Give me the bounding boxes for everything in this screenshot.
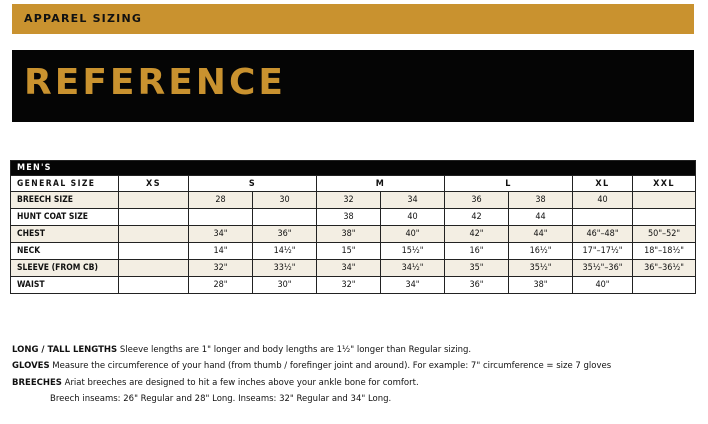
sizing-notes bbox=[12, 342, 611, 407]
row-label: CHEST bbox=[11, 226, 119, 243]
note-label: GLOVES bbox=[12, 361, 50, 372]
table-row-hunt-coat-size bbox=[11, 209, 696, 226]
row-label: NECK bbox=[11, 243, 119, 260]
table-cell: 40" bbox=[381, 226, 445, 243]
table-cell: 38" bbox=[317, 226, 381, 243]
general-size-label: GENERAL SIZE bbox=[11, 176, 119, 192]
table-cell: 36" bbox=[445, 277, 509, 294]
table-row-waist bbox=[11, 277, 696, 294]
table-cell: 35" bbox=[445, 260, 509, 277]
table-cell bbox=[189, 209, 253, 226]
table-cell: 28 bbox=[189, 192, 253, 209]
table-cell: 32 bbox=[317, 192, 381, 209]
table-cell: 34 bbox=[381, 192, 445, 209]
table-cell: 38 bbox=[317, 209, 381, 226]
table-cell bbox=[119, 209, 189, 226]
table-cell bbox=[633, 192, 696, 209]
hero-banner bbox=[12, 50, 694, 122]
size-header-xs: XS bbox=[119, 176, 189, 192]
note-label: BREECHES bbox=[12, 377, 62, 388]
table-cell: 34½" bbox=[381, 260, 445, 277]
note-text: Ariat breeches are designed to hit a few inches above your ankle bone for comfort. bbox=[61, 377, 419, 388]
table-cell: 34" bbox=[317, 260, 381, 277]
row-label: HUNT COAT SIZE bbox=[11, 209, 119, 226]
table-cell: 33½" bbox=[253, 260, 317, 277]
table-cell: 35½" bbox=[509, 260, 573, 277]
note-text: Measure the circumference of your hand (from thumb / forefinger joint and around). For example: 7" circumference = size 7 gloves bbox=[49, 361, 612, 372]
table-cell: 36"–36½" bbox=[633, 260, 696, 277]
table-cell bbox=[119, 277, 189, 294]
table-cell bbox=[119, 192, 189, 209]
table-cell: 50"–52" bbox=[633, 226, 696, 243]
note-label: LONG / TALL LENGTHS bbox=[12, 345, 118, 355]
table-cell: 32" bbox=[189, 260, 253, 277]
table-cell: 16" bbox=[445, 243, 509, 260]
table-cell: 40 bbox=[381, 209, 445, 226]
size-header-xl: XL bbox=[573, 176, 633, 192]
size-header-l: L bbox=[445, 176, 573, 192]
table-row-chest bbox=[11, 226, 696, 243]
group-header-row bbox=[11, 161, 696, 176]
section-header-bar bbox=[12, 4, 694, 34]
section-title: APPAREL SIZING bbox=[24, 12, 143, 25]
table-cell: 42" bbox=[445, 226, 509, 243]
table-cell: 36" bbox=[253, 226, 317, 243]
table-cell: 14½" bbox=[253, 243, 317, 260]
table-cell: 30 bbox=[253, 192, 317, 209]
table-cell: 34" bbox=[189, 226, 253, 243]
row-label: BREECH SIZE bbox=[11, 192, 119, 209]
table-cell: 15½" bbox=[381, 243, 445, 260]
table-cell: 46"–48" bbox=[573, 226, 633, 243]
table-cell bbox=[119, 243, 189, 260]
table-cell: 15" bbox=[317, 243, 381, 260]
size-chart-table bbox=[10, 160, 696, 294]
size-header-s: S bbox=[189, 176, 317, 192]
hero-title: REFERENCE bbox=[24, 62, 286, 103]
table-cell: 28" bbox=[189, 277, 253, 294]
size-header-row bbox=[11, 176, 696, 192]
table-cell bbox=[573, 209, 633, 226]
table-cell: 18"–18½" bbox=[633, 243, 696, 260]
row-label: SLEEVE (FROM CB) bbox=[11, 260, 119, 277]
table-cell: 35½"–36" bbox=[573, 260, 633, 277]
table-cell: 44 bbox=[509, 209, 573, 226]
table-cell: 30" bbox=[253, 277, 317, 294]
group-label: MEN'S bbox=[11, 161, 696, 176]
table-cell bbox=[633, 209, 696, 226]
table-row-neck bbox=[11, 243, 696, 260]
size-header-m: M bbox=[317, 176, 445, 192]
table-row-sleeve bbox=[11, 260, 696, 277]
table-cell: 17"–17½" bbox=[573, 243, 633, 260]
note-text: Sleeve lengths are 1" longer and body lengths are 1½" longer than Regular sizing. bbox=[117, 345, 472, 355]
note-gloves bbox=[12, 358, 611, 374]
table-cell bbox=[253, 209, 317, 226]
table-cell: 44" bbox=[509, 226, 573, 243]
table-cell: 14" bbox=[189, 243, 253, 260]
size-header-xxl: XXL bbox=[633, 176, 696, 192]
table-cell: 38 bbox=[509, 192, 573, 209]
note-inseams: Breech inseams: 26" Regular and 28" Long. Inseams: 32" Regular and 34" Long. bbox=[50, 393, 392, 404]
table-cell: 34" bbox=[381, 277, 445, 294]
table-row-breech-size bbox=[11, 192, 696, 209]
table-cell bbox=[119, 226, 189, 243]
table-cell bbox=[633, 277, 696, 294]
note-breeches bbox=[12, 375, 611, 391]
table-cell: 16½" bbox=[509, 243, 573, 260]
table-cell: 42 bbox=[445, 209, 509, 226]
table-cell: 40 bbox=[573, 192, 633, 209]
row-label: WAIST bbox=[11, 277, 119, 294]
note-long-tall bbox=[12, 342, 611, 358]
table-cell: 38" bbox=[509, 277, 573, 294]
table-cell: 40" bbox=[573, 277, 633, 294]
table-cell: 36 bbox=[445, 192, 509, 209]
table-cell: 32" bbox=[317, 277, 381, 294]
table-cell bbox=[119, 260, 189, 277]
